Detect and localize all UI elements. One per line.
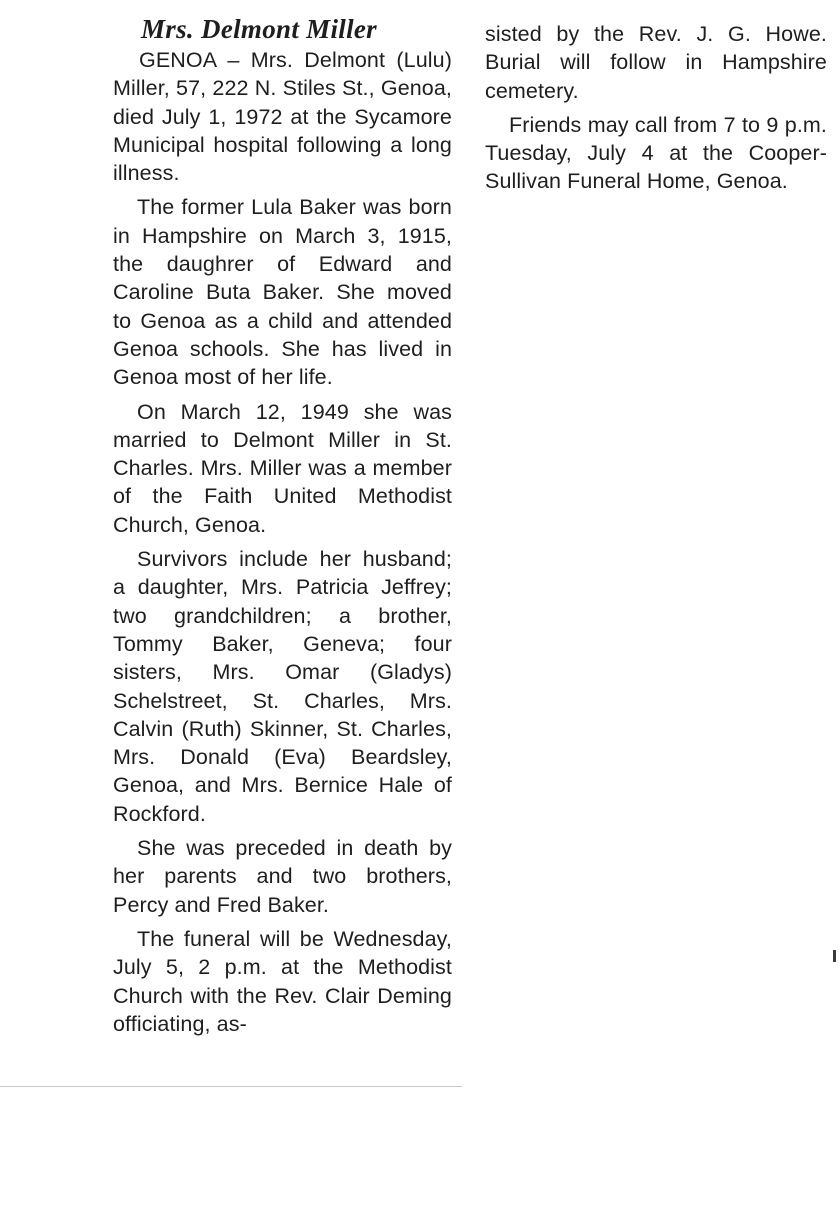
obituary-paragraph: On March 12, 1949 she was married to Delmont Miller in St. Charles. Mrs. Miller was a member of the Faith United Methodist Church, Genoa.: [113, 399, 452, 537]
obituary-column-right: [485, 20, 827, 202]
obituary-paragraph: sisted by the Rev. J. G. Howe. Burial will follow in Hampshire cemetery.: [485, 22, 827, 103]
obituary-paragraph: The funeral will be Wednesday, July 5, 2 p.m. at the Methodist Church with the Rev. Clair Deming officiating, as-: [113, 926, 452, 1036]
obituary-paragraph: Survivors include her husband; a daughter, Mrs. Patricia Jeffrey; two grandchildren; a brother, Tommy Baker, Geneva; four sisters, Mrs. Omar (Gladys) Schelstreet, St. Charles, Mrs. Calvin (Ruth) Skinner, St. Charles, Mrs. Donald (Eva) Beardsley, Genoa, and Mrs. Bernice Hale of Rockford.: [113, 547, 452, 826]
obituary-paragraph: GENOA – Mrs. Delmont (Lulu) Miller, 57, 222 N. Stiles St., Genoa, died July 1, 1972 at the Sycamore Municipal hospital following a long illness.: [113, 48, 452, 186]
page-fold-line: [0, 1086, 462, 1087]
obituary-headline: Mrs. Delmont Miller: [141, 14, 377, 44]
obituary-column-left: [113, 14, 452, 1044]
obituary-paragraph: Friends may call from 7 to 9 p.m. Tuesday, July 4 at the Cooper-Sullivan Funeral Home, Genoa.: [485, 112, 827, 194]
scan-edge-mark: [833, 950, 836, 962]
obituary-paragraph: The former Lula Baker was born in Hampshire on March 3, 1915, the daughrer of Edward and Caroline Buta Baker. She moved to Genoa as a child and attended Genoa schools. She has lived in Genoa most of her life.: [113, 195, 452, 390]
obituary-paragraph: She was preceded in death by her parents and two brothers, Percy and Fred Baker.: [113, 836, 452, 917]
